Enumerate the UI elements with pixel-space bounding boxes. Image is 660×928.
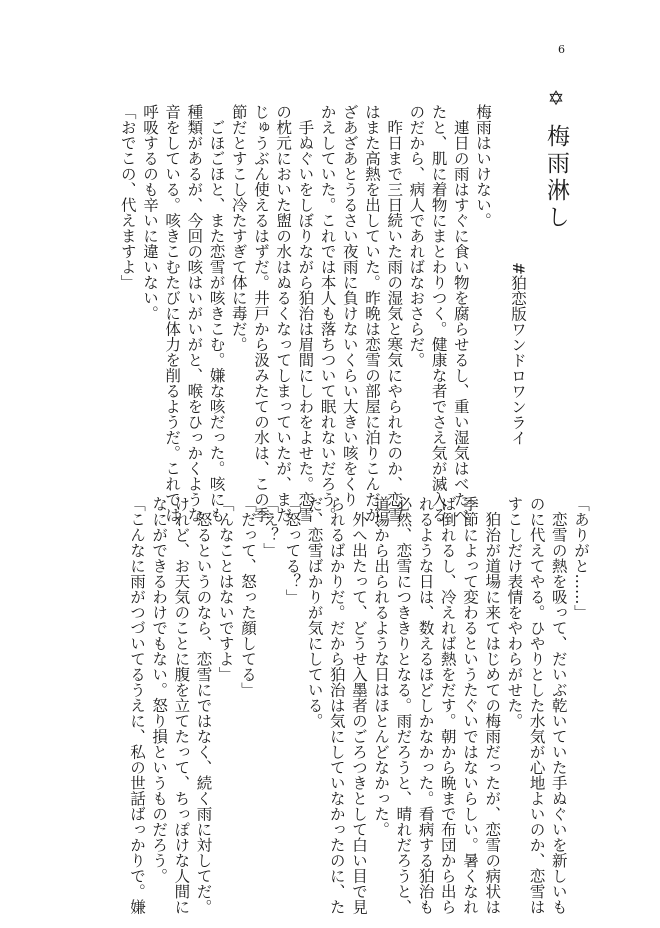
text-line: はまた高熱を出していた。昨晩は恋雪の部屋に泊りこんだが、: [362, 104, 381, 538]
text-line: ば倒れるし、冷えれば熱をだす。朝から晩まで布団から出ら: [438, 496, 457, 915]
text-line: 「おでこの、代えますよ」: [118, 104, 137, 290]
text-line: 連日の雨はすぐに食い物を腐らせるし、重い湿気はべたべ: [451, 104, 470, 523]
text-line: 呼吸するのも辛いに違いない。: [140, 104, 159, 321]
text-line: の枕元においた盥の水はぬるくなってしまっていたが、まだ: [274, 104, 293, 523]
text-line: 外へ出たって、どうせ入墨者のごろつきとして白い目で見: [349, 496, 368, 915]
chapter-title: [536, 86, 576, 236]
text-line: 節だとすこし冷たすぎて体に毒だ。: [229, 104, 248, 352]
text-line: 道場から出られるような日はほとんどなかった。: [372, 496, 391, 837]
text-line: 狛治が道場に来てはじめての梅雨だったが、恋雪の病状は: [483, 496, 502, 915]
text-line: られるばかりだ。だから狛治は気にしていなかったのに、た: [327, 496, 346, 915]
text-line: ざあざあとうるさい夜雨に負けないくらい大きい咳をくり: [340, 104, 359, 507]
text-line: 必然、恋雪につききりとなる。雨だろうと、晴れだろうと、: [394, 496, 413, 915]
text-line: れるような日は、数えるほどしかなかった。看病する狛治も: [416, 496, 435, 915]
text-line: 「だって、怒った顔してる」: [238, 496, 257, 698]
text-line: のに代えてやる。ひやりとした水気が心地よいのか、恋雪は: [527, 496, 546, 915]
text-line: たと、肌に着物にまとわりつく。健康な者でさえ気が滅入る: [429, 104, 448, 523]
text-line: 梅雨はいけない。: [474, 104, 492, 228]
text-line: のだから、病人であればなおさらだ。: [407, 104, 426, 368]
text-line: 季節によって変わるというたぐいではないらしい。暑くなれ: [460, 496, 479, 915]
text-line: 恋雪の熱を吸って、だいぶ乾いていた手ぬぐいを新しいも: [549, 496, 568, 915]
text-line: 音をしている。咳きこむたびに体力を削るようだ。これでは: [163, 104, 182, 523]
text-line: 種類があるが、今回の咳はいがいがと、喉をひっかくような: [185, 104, 204, 523]
text-line: 手ぬぐいをしぼりながら狛治は眉間にしわをよせた。恋雪: [296, 104, 315, 523]
text-line: 「んなことはないですよ」: [216, 496, 235, 682]
text-line: なにができるわけでもない。怒り損というものだろう。: [150, 496, 169, 884]
text-line: 怒るというのなら、恋雪にではなく、続く雨に対してだ。: [194, 496, 213, 915]
text-line: だ、恋雪ばかりが気にしている。: [305, 496, 324, 729]
text-line: 「こんなに雨がつづいてるうえに、私の世話ばっかりで。嫌: [127, 496, 146, 915]
text-line: かえしていた。これでは本人も落ちついて眠れないだろう。: [318, 104, 337, 523]
text-column-top: [118, 104, 494, 538]
text-line: 「え？」: [261, 496, 280, 558]
page-number: 6: [558, 43, 565, 56]
text-line: けれど、お天気のことに腹を立てたって、ちっぽけな人間に: [172, 496, 191, 915]
text-column-bottom: [122, 496, 592, 915]
text-line: すこしだけ表情をやわらがせた。: [505, 496, 524, 729]
star-of-david-icon: ✡: [544, 86, 568, 114]
text-line: ごほごほと、また恋雪が咳きこむ。嫌な咳だった。咳にも: [207, 104, 226, 523]
text-line: 「怒ってる？」: [283, 496, 302, 605]
chapter-title-text: 梅雨淋し: [543, 124, 569, 232]
text-line: 昨日まで三日続いた雨の湿気と寒気にやられたのか、恋雪: [385, 104, 404, 523]
hashtag: #狛恋版ワンドロワンライ: [509, 262, 527, 446]
text-line: 「ありがと……」: [572, 496, 590, 620]
text-line: じゅうぶん使えるはずだ。井戸から汲みたての水は、この季: [251, 104, 270, 523]
